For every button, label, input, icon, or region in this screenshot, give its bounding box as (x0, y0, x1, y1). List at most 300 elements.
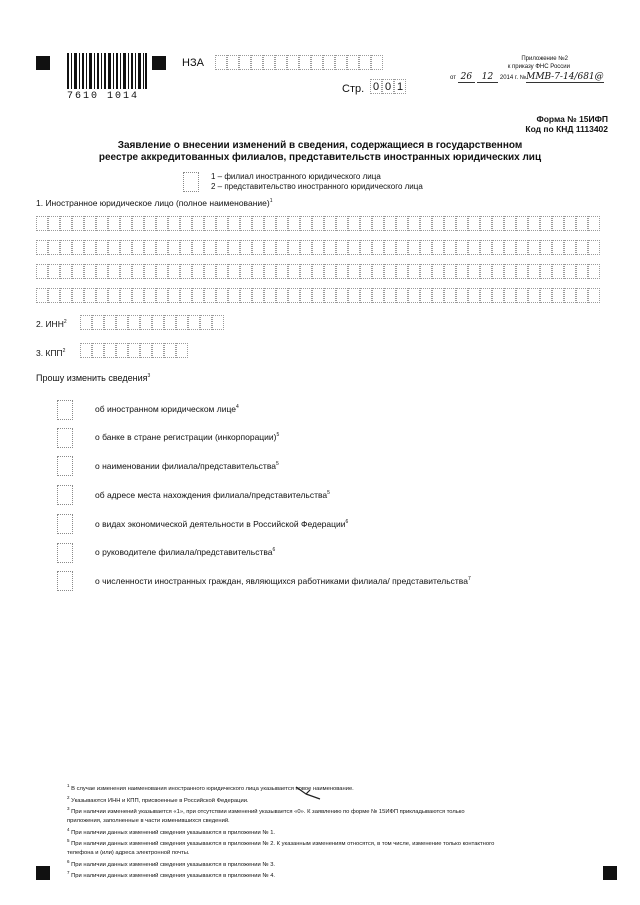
char-cell[interactable] (312, 240, 324, 255)
char-cell[interactable] (456, 240, 468, 255)
char-cell[interactable] (36, 264, 48, 279)
char-cell[interactable] (432, 264, 444, 279)
foreign-entity-row-2[interactable] (36, 240, 600, 255)
char-cell[interactable] (276, 216, 288, 231)
char-cell[interactable] (552, 264, 564, 279)
char-cell[interactable] (504, 216, 516, 231)
entity-type-option1: 1 – филиал иностранного юридического лица (211, 172, 381, 181)
page-digit: 0 (382, 79, 394, 94)
char-cell[interactable] (504, 264, 516, 279)
entity-type-checkbox[interactable] (183, 172, 199, 192)
char-cell[interactable] (396, 264, 408, 279)
foreign-entity-note: 1 (269, 198, 273, 205)
option-checkbox-address[interactable] (57, 485, 73, 505)
option-label: о руководителе филиала/представительства (95, 547, 273, 557)
char-cell[interactable] (564, 240, 576, 255)
char-cell[interactable] (144, 216, 156, 231)
char-cell[interactable] (432, 240, 444, 255)
char-cell[interactable] (252, 288, 264, 303)
char-cell[interactable] (540, 216, 552, 231)
char-cell[interactable] (336, 240, 348, 255)
char-cell[interactable] (432, 216, 444, 231)
footnote-line (67, 782, 612, 794)
footnote-line (67, 849, 612, 858)
char-cell[interactable] (72, 264, 84, 279)
footnote-text: В случае изменения наименования иностранного юридического лица указывается новое наименование. (71, 785, 354, 792)
option-checkbox-foreign-entity[interactable] (57, 400, 73, 420)
char-cell[interactable] (212, 315, 224, 330)
footnote-text: При наличии данных изменений сведения указываются в приложении № 4. (71, 873, 276, 880)
char-cell[interactable] (48, 288, 60, 303)
char-cell[interactable] (288, 264, 300, 279)
char-cell[interactable] (504, 240, 516, 255)
appendix-number: ММВ-7-14/681@ (526, 72, 604, 82)
char-cell[interactable] (144, 264, 156, 279)
char-cell[interactable] (324, 264, 336, 279)
char-cell[interactable] (264, 264, 276, 279)
char-cell[interactable] (348, 288, 360, 303)
char-cell[interactable] (48, 216, 60, 231)
char-cell[interactable] (240, 216, 252, 231)
char-cell[interactable] (444, 288, 456, 303)
char-cell[interactable] (84, 288, 96, 303)
foreign-entity-row-1[interactable] (36, 216, 600, 231)
char-cell[interactable] (300, 264, 312, 279)
char-cell[interactable] (164, 343, 176, 358)
char-cell[interactable] (84, 216, 96, 231)
foreign-entity-label (36, 198, 272, 208)
char-cell[interactable] (324, 288, 336, 303)
corner-marker-top-left (36, 56, 50, 70)
char-cell[interactable] (492, 288, 504, 303)
request-label (36, 373, 150, 383)
char-cell[interactable] (384, 216, 396, 231)
appendix-block (450, 56, 610, 83)
footnote-text: При наличии изменений указывается «1», при отсутствии изменений указывается «0». К заявлению по форме № 15ИФП прикладываются только (71, 809, 465, 816)
footnote-text: При наличии данных изменений сведения указываются в приложении № 1. (71, 829, 276, 836)
char-cell[interactable] (372, 288, 384, 303)
kpp-label (36, 348, 65, 358)
char-cell[interactable] (60, 288, 72, 303)
char-cell[interactable] (92, 343, 104, 358)
char-cell[interactable] (96, 288, 108, 303)
footnote-text: При наличии данных изменений сведения указываются в приложении № 3. (71, 861, 276, 868)
char-cell[interactable] (48, 264, 60, 279)
footnote-text: Указываются ИНН и КПП, присвоенные в Российской Федерации. (71, 797, 249, 804)
char-cell[interactable] (360, 216, 372, 231)
appendix-from: от (450, 75, 456, 81)
char-cell[interactable] (576, 216, 588, 231)
char-cell[interactable] (156, 264, 168, 279)
inn-note: 2 (63, 319, 67, 326)
footnote-number: 5 (67, 838, 70, 844)
char-cell[interactable] (176, 343, 188, 358)
char-cell[interactable] (104, 343, 116, 358)
char-cell[interactable] (492, 216, 504, 231)
char-cell[interactable] (372, 216, 384, 231)
page-digit: 1 (394, 79, 406, 94)
request-label-text: Прошу изменить сведения (36, 373, 148, 383)
char-cell[interactable] (200, 315, 212, 330)
option-label: о численности иностранных граждан, являющихся работниками филиала/ представительства (95, 576, 468, 586)
char-cell[interactable] (176, 315, 188, 330)
kpp-note: 2 (62, 348, 66, 355)
corner-marker-bottom-left (36, 866, 50, 880)
char-cell[interactable] (480, 264, 492, 279)
kpp-field[interactable] (80, 343, 188, 358)
char-cell[interactable] (92, 315, 104, 330)
footnote-number: 6 (67, 858, 70, 864)
option-note: 5 (327, 490, 330, 497)
char-cell[interactable] (188, 315, 200, 330)
char-cell[interactable] (168, 264, 180, 279)
char-cell[interactable] (468, 240, 480, 255)
option-checkbox-branch-name[interactable] (57, 456, 73, 476)
char-cell[interactable] (132, 216, 144, 231)
char-cell[interactable] (576, 264, 588, 279)
char-cell[interactable] (228, 264, 240, 279)
char-cell[interactable] (444, 240, 456, 255)
char-cell[interactable] (192, 216, 204, 231)
char-cell[interactable] (144, 240, 156, 255)
char-cell[interactable] (144, 288, 156, 303)
char-cell[interactable] (504, 288, 516, 303)
char-cell[interactable] (552, 216, 564, 231)
char-cell[interactable] (336, 288, 348, 303)
char-cell[interactable] (108, 288, 120, 303)
char-cell[interactable] (444, 216, 456, 231)
char-cell[interactable] (420, 240, 432, 255)
char-cell[interactable] (48, 240, 60, 255)
char-cell[interactable] (492, 264, 504, 279)
option-note: 5 (276, 432, 280, 439)
char-cell[interactable] (420, 216, 432, 231)
char-cell[interactable] (116, 315, 128, 330)
appendix-line1: Приложение №2 (521, 56, 568, 62)
char-cell[interactable] (84, 240, 96, 255)
char-cell[interactable] (80, 343, 92, 358)
char-cell[interactable] (104, 315, 116, 330)
char-cell[interactable] (168, 216, 180, 231)
option-foreign-entity (95, 404, 239, 414)
option-checkbox-foreign-staff[interactable] (57, 571, 73, 591)
char-cell[interactable] (72, 216, 84, 231)
char-cell[interactable] (152, 343, 164, 358)
char-cell[interactable] (108, 216, 120, 231)
barcode (67, 53, 147, 102)
char-cell[interactable] (384, 288, 396, 303)
entity-type-option2: 2 – представительство иностранного юридического лица (211, 182, 423, 191)
char-cell[interactable] (312, 216, 324, 231)
char-cell[interactable] (468, 288, 480, 303)
char-cell[interactable] (456, 264, 468, 279)
inn-field[interactable] (80, 315, 224, 330)
char-cell[interactable] (528, 264, 540, 279)
char-cell[interactable] (348, 264, 360, 279)
char-cell[interactable] (576, 240, 588, 255)
char-cell[interactable] (516, 240, 528, 255)
char-cell[interactable] (204, 288, 216, 303)
char-cell[interactable] (276, 264, 288, 279)
char-cell[interactable] (240, 288, 252, 303)
char-cell[interactable] (540, 240, 552, 255)
char-cell[interactable] (372, 240, 384, 255)
option-note: 6 (345, 519, 349, 526)
char-cell[interactable] (120, 288, 132, 303)
appendix-line2: к приказу ФНС России (507, 63, 570, 70)
char-cell[interactable] (228, 288, 240, 303)
char-cell[interactable] (348, 240, 360, 255)
footnote-line (67, 826, 612, 838)
footnote-line (67, 837, 612, 849)
option-head (95, 547, 275, 557)
nza-label: НЗА (182, 57, 204, 69)
option-branch-name (95, 461, 279, 471)
char-cell[interactable] (192, 240, 204, 255)
char-cell[interactable] (228, 216, 240, 231)
char-cell[interactable] (164, 315, 176, 330)
char-cell[interactable] (588, 216, 600, 231)
char-cell[interactable] (116, 343, 128, 358)
footnote-line (67, 817, 612, 826)
char-cell[interactable] (480, 216, 492, 231)
char-cell[interactable] (180, 288, 192, 303)
footnote-number: 2 (67, 794, 70, 800)
char-cell[interactable] (300, 288, 312, 303)
form-title-line2: реестре аккредитованных филиалов, представительств иностранных юридических лиц (98, 152, 542, 163)
char-cell[interactable] (528, 288, 540, 303)
char-cell[interactable] (216, 240, 228, 255)
char-cell[interactable] (120, 264, 132, 279)
char-cell[interactable] (240, 264, 252, 279)
foreign-entity-label-text: 1. Иностранное юридическое лицо (полное наименование) (36, 198, 270, 208)
char-cell[interactable] (444, 264, 456, 279)
char-cell[interactable] (468, 264, 480, 279)
char-cell[interactable] (152, 315, 164, 330)
char-cell[interactable] (300, 240, 312, 255)
char-cell[interactable] (384, 264, 396, 279)
request-note: 3 (147, 373, 151, 379)
char-cell[interactable] (156, 288, 168, 303)
form-title-line1: Заявление о внесении изменений в сведения, содержащиеся в государственном (117, 140, 523, 151)
char-cell[interactable] (132, 288, 144, 303)
char-cell[interactable] (120, 216, 132, 231)
option-checkbox-bank[interactable] (57, 428, 73, 448)
char-cell[interactable] (336, 216, 348, 231)
nza-field[interactable] (215, 55, 383, 70)
option-note: 7 (467, 576, 471, 583)
char-cell[interactable] (336, 264, 348, 279)
char-cell[interactable] (132, 264, 144, 279)
char-cell[interactable] (468, 216, 480, 231)
char-cell[interactable] (120, 240, 132, 255)
footnote-number: 1 (67, 783, 70, 788)
char-cell[interactable] (564, 288, 576, 303)
char-cell[interactable] (408, 216, 420, 231)
char-cell[interactable] (216, 264, 228, 279)
char-cell[interactable] (420, 288, 432, 303)
char-cell[interactable] (456, 288, 468, 303)
char-cell[interactable] (480, 288, 492, 303)
char-cell[interactable] (408, 288, 420, 303)
char-cell[interactable] (252, 240, 264, 255)
footnote-line (67, 805, 612, 817)
char-cell[interactable] (288, 240, 300, 255)
footnote-number: 3 (67, 806, 70, 812)
char-cell[interactable] (564, 216, 576, 231)
char-cell[interactable] (132, 240, 144, 255)
char-cell[interactable] (312, 264, 324, 279)
char-cell[interactable] (540, 264, 552, 279)
char-cell[interactable] (552, 240, 564, 255)
char-cell[interactable] (288, 288, 300, 303)
option-label: о наименовании филиала/представительства (95, 461, 276, 471)
appendix-date-line (450, 74, 610, 83)
option-note: 6 (272, 547, 276, 554)
char-cell[interactable] (276, 240, 288, 255)
barcode-graphic (67, 53, 147, 89)
char-cell[interactable] (372, 264, 384, 279)
appendix-day: 26 (458, 72, 475, 83)
char-cell[interactable] (96, 264, 108, 279)
char-cell[interactable] (348, 216, 360, 231)
char-cell[interactable] (588, 288, 600, 303)
footnote-line (67, 869, 612, 881)
char-cell[interactable] (480, 240, 492, 255)
char-cell[interactable] (360, 240, 372, 255)
kpp-label-text: 3. КПП (36, 348, 63, 358)
char-cell[interactable] (276, 288, 288, 303)
char-cell[interactable] (60, 216, 72, 231)
char-cell[interactable] (84, 264, 96, 279)
char-cell[interactable] (420, 264, 432, 279)
char-cell[interactable] (96, 240, 108, 255)
char-cell[interactable] (360, 288, 372, 303)
char-cell[interactable] (540, 288, 552, 303)
char-cell[interactable] (252, 216, 264, 231)
char-cell[interactable] (528, 216, 540, 231)
footnote-text: При наличии данных изменений сведения указываются в приложении № 2. К указанным изменениям относятся, в том числе, изменение только контактного (71, 841, 495, 848)
option-note: 4 (235, 404, 239, 411)
char-cell[interactable] (204, 264, 216, 279)
char-cell[interactable] (36, 288, 48, 303)
char-cell[interactable] (516, 216, 528, 231)
char-cell[interactable] (252, 264, 264, 279)
char-cell[interactable] (240, 240, 252, 255)
option-activities (95, 519, 348, 529)
option-label: о банке в стране регистрации (инкорпорации) (95, 432, 277, 442)
char-cell[interactable] (264, 240, 276, 255)
barcode-number: 7610 1014 (67, 91, 140, 102)
char-cell[interactable] (140, 315, 152, 330)
char-cell[interactable] (312, 288, 324, 303)
char-cell[interactable] (408, 264, 420, 279)
char-cell[interactable] (204, 240, 216, 255)
char-cell[interactable] (396, 240, 408, 255)
knd-code: Код по КНД 1113402 (525, 124, 608, 134)
char-cell[interactable] (36, 240, 48, 255)
char-cell[interactable] (156, 216, 168, 231)
option-bank (95, 432, 279, 442)
inn-label-text: 2. ИНН (36, 319, 64, 329)
char-cell[interactable] (288, 216, 300, 231)
char-cell[interactable] (80, 315, 92, 330)
char-cell[interactable] (528, 240, 540, 255)
char-cell[interactable] (216, 216, 228, 231)
option-checkbox-head[interactable] (57, 543, 73, 563)
footnote-text: приложения, заполненные в части изменившихся сведений. (67, 817, 230, 824)
char-cell[interactable] (552, 288, 564, 303)
char-cell[interactable] (588, 264, 600, 279)
char-cell[interactable] (516, 264, 528, 279)
char-cell[interactable] (204, 216, 216, 231)
char-cell[interactable] (576, 288, 588, 303)
page-number-field[interactable] (370, 79, 406, 94)
char-cell[interactable] (36, 216, 48, 231)
char-cell[interactable] (564, 264, 576, 279)
char-cell[interactable] (324, 240, 336, 255)
char-cell[interactable] (72, 288, 84, 303)
option-foreign-staff (95, 576, 471, 586)
footnotes (67, 782, 612, 881)
appendix-number-label: № (519, 75, 527, 81)
char-cell[interactable] (60, 264, 72, 279)
footnote-line (67, 794, 612, 806)
char-cell[interactable] (264, 216, 276, 231)
footnote-line (67, 858, 612, 870)
char-cell[interactable] (140, 343, 152, 358)
char-cell[interactable] (360, 264, 372, 279)
char-cell[interactable] (456, 216, 468, 231)
option-label: о видах экономической деятельности в Российской Федерации (95, 519, 346, 529)
char-cell[interactable] (168, 288, 180, 303)
char-cell[interactable] (228, 240, 240, 255)
char-cell[interactable] (396, 288, 408, 303)
char-cell[interactable] (300, 216, 312, 231)
char-cell[interactable] (396, 216, 408, 231)
char-cell[interactable] (72, 240, 84, 255)
char-cell[interactable] (128, 315, 140, 330)
char-cell[interactable] (156, 240, 168, 255)
char-cell[interactable] (168, 240, 180, 255)
option-checkbox-activities[interactable] (57, 514, 73, 534)
footnote-number: 7 (67, 870, 70, 876)
char-cell[interactable] (408, 240, 420, 255)
char-cell[interactable] (324, 216, 336, 231)
char-cell[interactable] (180, 264, 192, 279)
char-cell[interactable] (432, 288, 444, 303)
char-cell[interactable] (216, 288, 228, 303)
char-cell[interactable] (264, 288, 276, 303)
char-cell[interactable] (128, 343, 140, 358)
char-cell[interactable] (180, 216, 192, 231)
char-cell[interactable] (192, 288, 204, 303)
char-cell[interactable] (588, 240, 600, 255)
char-cell[interactable] (180, 240, 192, 255)
char-cell[interactable] (384, 240, 396, 255)
foreign-entity-row-3[interactable] (36, 264, 600, 279)
footnote-number: 4 (67, 826, 70, 832)
page-label: Стр. (342, 83, 365, 95)
foreign-entity-row-4[interactable] (36, 288, 600, 303)
char-cell[interactable] (108, 240, 120, 255)
char-cell[interactable] (96, 216, 108, 231)
char-cell[interactable] (516, 288, 528, 303)
char-cell[interactable] (60, 240, 72, 255)
char-cell[interactable] (108, 264, 120, 279)
char-cell[interactable] (192, 264, 204, 279)
char-cell[interactable] (492, 240, 504, 255)
